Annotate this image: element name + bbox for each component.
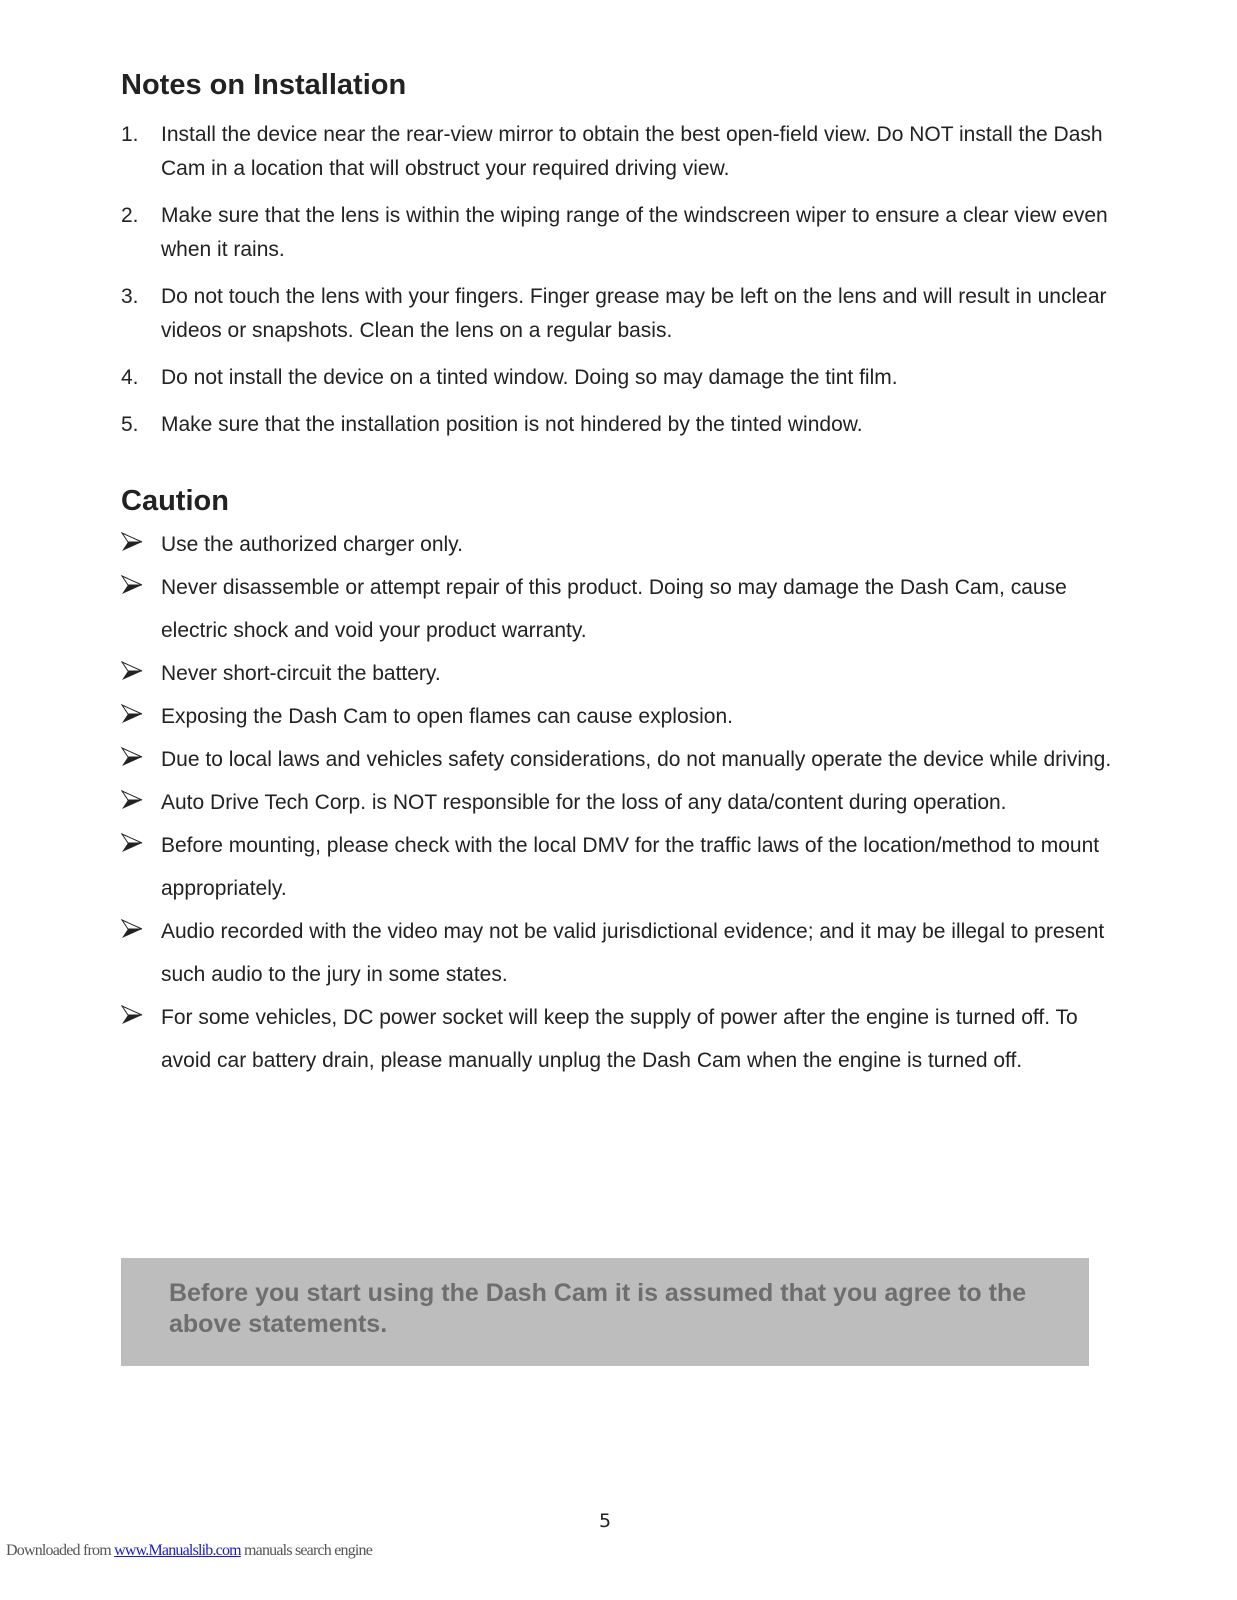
footer-suffix: manuals search engine [240, 1542, 373, 1559]
list-item [121, 280, 1121, 348]
arrow-bullet-icon [121, 1004, 143, 1026]
item-text: Due to local laws and vehicles safety considerations, do not manually operate the device while driving. [161, 748, 1112, 771]
item-text: Audio recorded with the video may not be valid jurisdictional evidence; and it may be illegal to present such audio to the jury in some states. [161, 920, 1105, 986]
arrow-bullet-icon [121, 703, 143, 725]
item-text: Make sure that the installation position is not hindered by the tinted window. [161, 413, 863, 436]
item-text: Do not touch the lens with your fingers. Finger grease may be left on the lens and will result in unclear videos or snapshots. Clean the lens on a regular basis. [161, 285, 1107, 342]
list-item [121, 361, 1121, 395]
list-item [121, 695, 1121, 738]
agreement-notice-box [121, 1258, 1089, 1366]
list-item [121, 652, 1121, 695]
item-number: 3. [121, 285, 139, 308]
notes-heading: Notes on Installation [121, 69, 407, 101]
download-footer [6, 1542, 372, 1560]
item-text: Exposing the Dash Cam to open flames can cause explosion. [161, 705, 733, 728]
item-text: Make sure that the lens is within the wiping range of the windscreen wiper to ensure a clear view even when it rains. [161, 204, 1108, 261]
item-text: Auto Drive Tech Corp. is NOT responsible for the loss of any data/content during operation. [161, 791, 1007, 814]
list-item [121, 118, 1121, 186]
list-item [121, 199, 1121, 267]
page-number: 5 [598, 1510, 612, 1532]
arrow-bullet-icon [121, 660, 143, 682]
arrow-bullet-icon [121, 746, 143, 768]
item-number: 2. [121, 204, 139, 227]
footer-prefix: Downloaded from [6, 1542, 115, 1559]
list-item [121, 408, 1121, 442]
item-text: Use the authorized charger only. [161, 533, 463, 556]
arrow-bullet-icon [121, 832, 143, 854]
list-item [121, 910, 1121, 996]
arrow-bullet-icon [121, 918, 143, 940]
item-text: Do not install the device on a tinted window. Doing so may damage the tint film. [161, 366, 898, 389]
list-item [121, 781, 1121, 824]
item-text: For some vehicles, DC power socket will keep the supply of power after the engine is turned off. To avoid car battery drain, please manually unplug the Dash Cam when the engine is turned off. [161, 1006, 1078, 1072]
installation-notes-list [121, 118, 1121, 455]
item-text: Install the device near the rear-view mirror to obtain the best open-field view. Do NOT install the Dash Cam in a location that will obstruct your required driving view. [161, 123, 1103, 180]
item-text: Never disassemble or attempt repair of this product. Doing so may damage the Dash Cam, cause electric shock and void your product warranty. [161, 576, 1067, 642]
manualslib-link[interactable]: www.Manualslib.com [114, 1542, 241, 1559]
item-text: Before mounting, please check with the local DMV for the traffic laws of the location/method to mount appropriately. [161, 834, 1100, 900]
list-item [121, 824, 1121, 910]
list-item [121, 738, 1121, 781]
arrow-bullet-icon [121, 531, 143, 553]
item-number: 5. [121, 413, 139, 436]
arrow-bullet-icon [121, 574, 143, 596]
caution-heading: Caution [121, 485, 229, 517]
arrow-bullet-icon [121, 789, 143, 811]
item-number: 4. [121, 366, 139, 389]
caution-list [121, 523, 1121, 1082]
agreement-notice-text: Before you start using the Dash Cam it is assumed that you agree to the above statements. [169, 1279, 1027, 1338]
list-item [121, 523, 1121, 566]
item-text: Never short-circuit the battery. [161, 662, 441, 685]
list-item [121, 566, 1121, 652]
item-number: 1. [121, 123, 139, 146]
list-item [121, 996, 1121, 1082]
